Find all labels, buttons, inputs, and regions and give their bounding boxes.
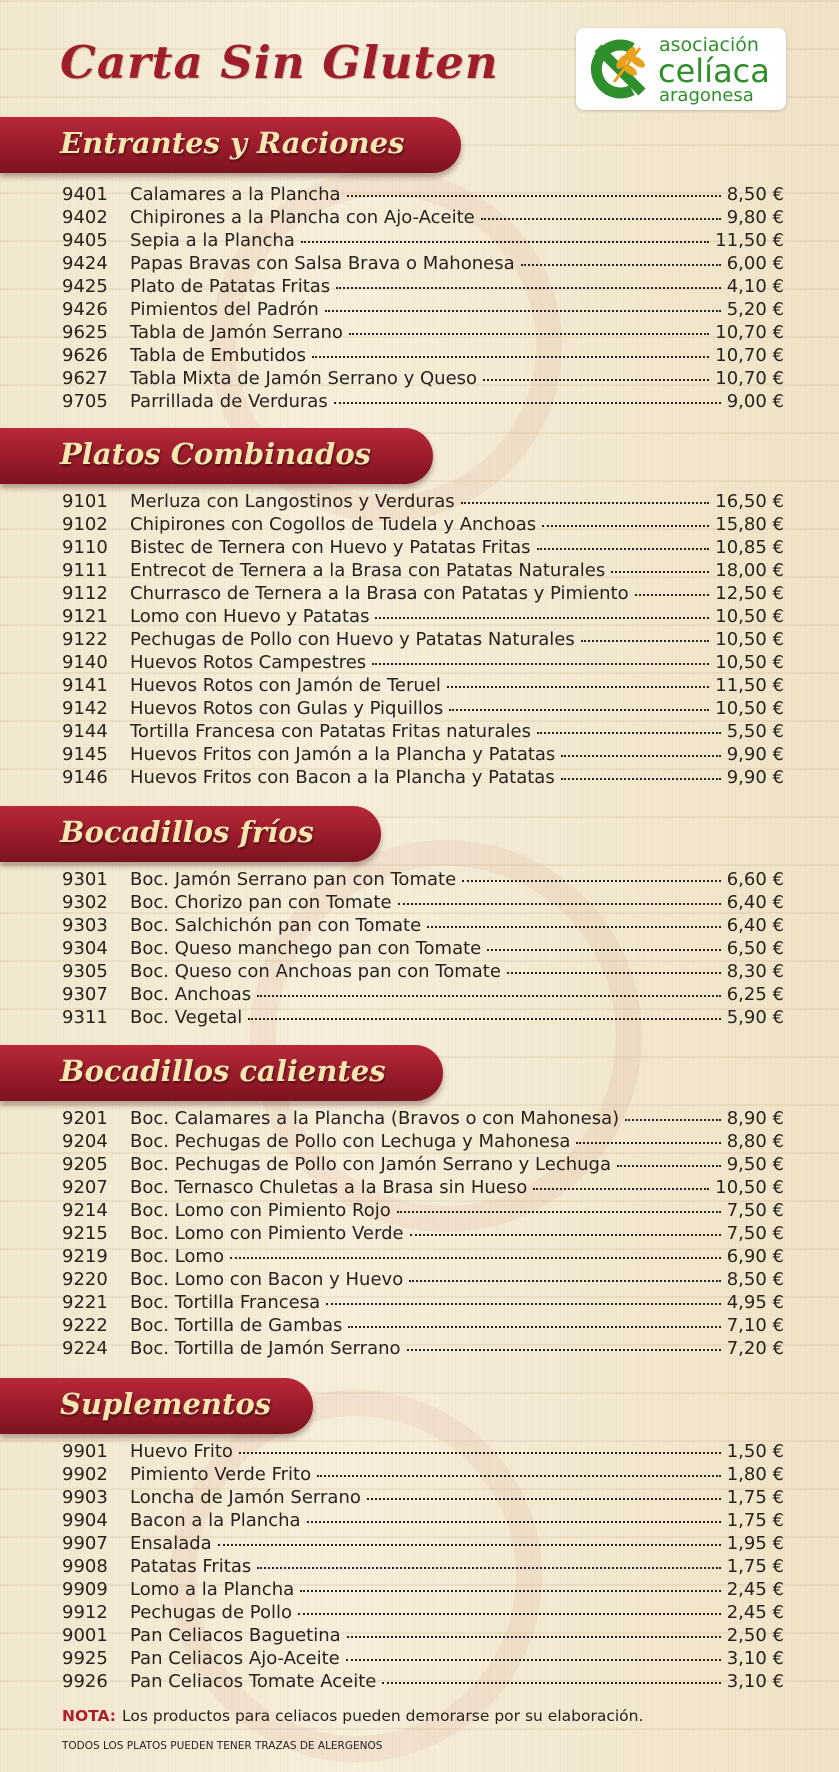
section-header <box>0 117 461 173</box>
menu-item-row <box>62 720 784 743</box>
item-code: 9205 <box>62 1154 108 1175</box>
item-name: Pimiento Verde Frito <box>130 1464 312 1485</box>
menu-item-row <box>62 1176 784 1199</box>
item-code: 9625 <box>62 322 108 343</box>
item-price: 1,95 € <box>726 1533 784 1554</box>
menu-list <box>62 183 784 413</box>
item-code: 9122 <box>62 629 108 650</box>
item-name: Tortilla Francesa con Patatas Fritas naturales <box>130 721 531 742</box>
item-name: Pechugas de Pollo con Huevo y Patatas Naturales <box>130 629 575 650</box>
dot-leader <box>347 194 721 197</box>
menu-item-row <box>62 891 784 914</box>
menu-item-row <box>62 697 784 720</box>
item-code: 9303 <box>62 915 108 936</box>
item-price: 6,50 € <box>726 938 784 959</box>
item-price: 10,70 € <box>715 368 784 389</box>
dot-leader <box>372 662 709 665</box>
item-name: Boc. Pechugas de Pollo con Jamón Serrano y Lechuga <box>130 1154 611 1175</box>
item-code: 9304 <box>62 938 108 959</box>
note-label: NOTA: <box>62 1707 117 1725</box>
item-price: 6,40 € <box>726 892 784 913</box>
item-name: Lomo con Huevo y Patatas <box>130 606 370 627</box>
item-price: 2,45 € <box>726 1579 784 1600</box>
dot-leader <box>537 547 710 550</box>
dot-leader <box>336 286 721 289</box>
item-price: 9,80 € <box>726 207 784 228</box>
item-name: Papas Bravas con Salsa Brava o Mahonesa <box>130 253 515 274</box>
item-code: 9925 <box>62 1648 108 1669</box>
menu-item-row <box>62 960 784 983</box>
menu-list <box>62 1440 784 1693</box>
section-header <box>0 1378 313 1434</box>
logo-line-2: celíaca <box>658 52 770 90</box>
dot-leader <box>409 1279 721 1282</box>
dot-leader <box>307 1520 721 1523</box>
dot-leader <box>481 217 721 220</box>
item-name: Pan Celiacos Baguetina <box>130 1625 341 1646</box>
dot-leader <box>382 1681 720 1684</box>
item-code: 9111 <box>62 560 108 581</box>
dot-leader <box>561 777 721 780</box>
dot-leader <box>407 1348 721 1351</box>
section-title: Suplementos <box>60 1387 272 1421</box>
item-price: 9,00 € <box>726 391 784 412</box>
section-header <box>0 428 433 484</box>
item-code: 9912 <box>62 1602 108 1623</box>
menu-item-row <box>62 983 784 1006</box>
item-price: 9,90 € <box>726 767 784 788</box>
menu-item-row <box>62 1532 784 1555</box>
item-name: Boc. Tortilla de Jamón Serrano <box>130 1338 401 1359</box>
item-code: 9001 <box>62 1625 108 1646</box>
item-name: Boc. Pechugas de Pollo con Lechuga y Mahonesa <box>130 1131 571 1152</box>
item-name: Boc. Anchoas <box>130 984 252 1005</box>
item-name: Tabla de Jamón Serrano <box>130 322 343 343</box>
menu-item-row <box>62 1555 784 1578</box>
item-code: 9144 <box>62 721 108 742</box>
menu-item-row <box>62 1578 784 1601</box>
menu-item-row <box>62 321 784 344</box>
item-code: 9904 <box>62 1510 108 1531</box>
item-price: 1,75 € <box>726 1510 784 1531</box>
item-name: Calamares a la Plancha <box>130 184 341 205</box>
menu-item-row <box>62 1245 784 1268</box>
item-code: 9909 <box>62 1579 108 1600</box>
dot-leader <box>326 1302 721 1305</box>
item-name: Sepia a la Plancha <box>130 230 295 251</box>
item-code: 9222 <box>62 1315 108 1336</box>
menu-item-row <box>62 1291 784 1314</box>
item-price: 5,20 € <box>726 299 784 320</box>
dot-leader <box>617 1164 721 1167</box>
menu-item-row <box>62 582 784 605</box>
dot-leader <box>537 731 721 734</box>
item-code: 9401 <box>62 184 108 205</box>
menu-item-row <box>62 229 784 252</box>
dot-leader <box>462 879 721 882</box>
dot-leader <box>334 401 721 404</box>
dot-leader <box>410 1233 721 1236</box>
item-price: 8,50 € <box>726 184 784 205</box>
item-name: Huevos Rotos con Jamón de Teruel <box>130 675 441 696</box>
item-price: 10,50 € <box>715 1177 784 1198</box>
menu-item-row <box>62 1222 784 1245</box>
item-code: 9201 <box>62 1108 108 1129</box>
item-code: 9901 <box>62 1441 108 1462</box>
menu-item-row <box>62 1337 784 1360</box>
item-price: 6,90 € <box>726 1246 784 1267</box>
item-code: 9907 <box>62 1533 108 1554</box>
dot-leader <box>576 1141 720 1144</box>
item-price: 4,95 € <box>726 1292 784 1313</box>
item-name: Bistec de Ternera con Huevo y Patatas Fritas <box>130 537 531 558</box>
menu-item-row <box>62 206 784 229</box>
item-name: Churrasco de Ternera a la Brasa con Patatas y Pimiento <box>130 583 629 604</box>
menu-item-row <box>62 1314 784 1337</box>
item-name: Chipirones con Cogollos de Tudela y Anchoas <box>130 514 537 535</box>
item-name: Pan Celiacos Ajo-Aceite <box>130 1648 340 1669</box>
dot-leader <box>348 1325 720 1328</box>
item-code: 9302 <box>62 892 108 913</box>
dot-leader <box>447 685 709 688</box>
menu-item-row <box>62 628 784 651</box>
item-name: Boc. Jamón Serrano pan con Tomate <box>130 869 457 890</box>
item-name: Plato de Patatas Fritas <box>130 276 331 297</box>
section-header <box>0 806 381 862</box>
item-price: 10,50 € <box>715 606 784 627</box>
celiac-wheat-logo-icon <box>584 34 654 104</box>
menu-item-row <box>62 183 784 206</box>
dot-leader <box>542 524 709 527</box>
item-code: 9405 <box>62 230 108 251</box>
logo-line-3: aragonesa <box>659 85 754 106</box>
item-code: 9424 <box>62 253 108 274</box>
dot-leader <box>427 925 721 928</box>
item-price: 10,70 € <box>715 345 784 366</box>
allergen-warning: TODOS LOS PLATOS PUEDEN TENER TRAZAS DE ALERGENOS <box>62 1740 383 1752</box>
item-code: 9311 <box>62 1007 108 1028</box>
item-price: 18,00 € <box>715 560 784 581</box>
dot-leader <box>483 378 709 381</box>
item-price: 7,50 € <box>726 1200 784 1221</box>
menu-item-row <box>62 868 784 891</box>
dot-leader <box>398 902 721 905</box>
item-price: 10,70 € <box>715 322 784 343</box>
item-price: 12,50 € <box>715 583 784 604</box>
menu-item-row <box>62 252 784 275</box>
item-price: 1,50 € <box>726 1441 784 1462</box>
item-name: Boc. Lomo con Pimiento Verde <box>130 1223 404 1244</box>
item-price: 9,50 € <box>726 1154 784 1175</box>
menu-item-row <box>62 298 784 321</box>
section-header <box>0 1045 443 1101</box>
dot-leader <box>625 1118 721 1121</box>
item-code: 9214 <box>62 1200 108 1221</box>
section-title: Bocadillos fríos <box>60 815 314 849</box>
menu-list <box>62 1107 784 1360</box>
item-code: 9145 <box>62 744 108 765</box>
menu-item-row <box>62 1624 784 1647</box>
item-code: 9142 <box>62 698 108 719</box>
menu-item-row <box>62 651 784 674</box>
menu-item-row <box>62 490 784 513</box>
item-code: 9402 <box>62 207 108 228</box>
item-price: 7,10 € <box>726 1315 784 1336</box>
item-price: 6,60 € <box>726 869 784 890</box>
menu-item-row <box>62 605 784 628</box>
menu-item-row <box>62 1463 784 1486</box>
item-code: 9307 <box>62 984 108 1005</box>
item-name: Parrillada de Verduras <box>130 391 328 412</box>
menu-item-row <box>62 367 784 390</box>
item-code: 9101 <box>62 491 108 512</box>
menu-item-row <box>62 1199 784 1222</box>
item-code: 9908 <box>62 1556 108 1577</box>
item-code: 9627 <box>62 368 108 389</box>
item-code: 9902 <box>62 1464 108 1485</box>
item-name: Pechugas de Pollo <box>130 1602 293 1623</box>
item-name: Boc. Queso con Anchoas pan con Tomate <box>130 961 501 982</box>
dot-leader <box>248 1017 720 1020</box>
logo-line-1: asociación <box>659 34 759 56</box>
item-code: 9220 <box>62 1269 108 1290</box>
menu-item-row <box>62 766 784 789</box>
menu-item-row <box>62 344 784 367</box>
item-price: 15,80 € <box>715 514 784 535</box>
item-price: 7,50 € <box>726 1223 784 1244</box>
page-title: Carta Sin Gluten <box>60 36 499 89</box>
menu-item-row <box>62 536 784 559</box>
menu-item-row <box>62 914 784 937</box>
item-name: Entrecot de Ternera a la Brasa con Patatas Naturales <box>130 560 606 581</box>
dot-leader <box>533 1187 709 1190</box>
menu-item-row <box>62 1107 784 1130</box>
item-name: Boc. Lomo con Pimiento Rojo <box>130 1200 391 1221</box>
dot-leader <box>257 1566 720 1569</box>
item-code: 9112 <box>62 583 108 604</box>
dot-leader <box>449 708 709 711</box>
note <box>62 1707 643 1725</box>
item-name: Ensalada <box>130 1533 212 1554</box>
item-price: 8,30 € <box>726 961 784 982</box>
item-price: 6,00 € <box>726 253 784 274</box>
item-code: 9140 <box>62 652 108 673</box>
dot-leader <box>230 1256 721 1259</box>
item-price: 1,80 € <box>726 1464 784 1485</box>
menu-item-row <box>62 1509 784 1532</box>
dot-leader <box>461 501 710 504</box>
dot-leader <box>349 332 709 335</box>
item-price: 10,50 € <box>715 698 784 719</box>
menu-list <box>62 868 784 1029</box>
item-code: 9141 <box>62 675 108 696</box>
item-code: 9305 <box>62 961 108 982</box>
item-code: 9224 <box>62 1338 108 1359</box>
dot-leader <box>300 1589 721 1592</box>
item-price: 5,50 € <box>726 721 784 742</box>
item-price: 8,90 € <box>726 1108 784 1129</box>
item-code: 9219 <box>62 1246 108 1267</box>
menu-item-row <box>62 1486 784 1509</box>
menu-item-row <box>62 1268 784 1291</box>
dot-leader <box>397 1210 721 1213</box>
menu-item-row <box>62 1601 784 1624</box>
section-title: Bocadillos calientes <box>60 1054 386 1088</box>
item-name: Patatas Fritas <box>130 1556 252 1577</box>
item-code: 9426 <box>62 299 108 320</box>
item-name: Boc. Chorizo pan con Tomate <box>130 892 392 913</box>
item-code: 9926 <box>62 1671 108 1692</box>
item-code: 9425 <box>62 276 108 297</box>
dot-leader <box>317 1474 721 1477</box>
menu-list <box>62 490 784 789</box>
item-price: 2,50 € <box>726 1625 784 1646</box>
item-name: Bacon a la Plancha <box>130 1510 301 1531</box>
item-price: 2,45 € <box>726 1602 784 1623</box>
item-price: 1,75 € <box>726 1556 784 1577</box>
item-price: 10,50 € <box>715 629 784 650</box>
item-name: Boc. Lomo <box>130 1246 224 1267</box>
item-price: 11,50 € <box>715 230 784 251</box>
menu-item-row <box>62 275 784 298</box>
dot-leader <box>257 994 721 997</box>
dot-leader <box>375 616 709 619</box>
item-code: 9207 <box>62 1177 108 1198</box>
item-name: Pimientos del Padrón <box>130 299 319 320</box>
item-price: 3,10 € <box>726 1671 784 1692</box>
item-code: 9221 <box>62 1292 108 1313</box>
dot-leader <box>239 1451 721 1454</box>
item-code: 9110 <box>62 537 108 558</box>
dot-leader <box>635 593 710 596</box>
dot-leader <box>507 971 721 974</box>
item-name: Pan Celiacos Tomate Aceite <box>130 1671 377 1692</box>
item-price: 5,90 € <box>726 1007 784 1028</box>
item-price: 9,90 € <box>726 744 784 765</box>
item-price: 8,50 € <box>726 1269 784 1290</box>
item-name: Huevos Rotos con Gulas y Piquillos <box>130 698 444 719</box>
item-code: 9102 <box>62 514 108 535</box>
item-price: 6,40 € <box>726 915 784 936</box>
dot-leader <box>347 1635 721 1638</box>
dot-leader <box>312 355 709 358</box>
item-name: Huevo Frito <box>130 1441 233 1462</box>
item-name: Tabla de Embutidos <box>130 345 307 366</box>
dot-leader <box>218 1543 721 1546</box>
item-code: 9301 <box>62 869 108 890</box>
item-name: Lomo a la Plancha <box>130 1579 295 1600</box>
item-price: 1,75 € <box>726 1487 784 1508</box>
dot-leader <box>561 754 720 757</box>
dot-leader <box>298 1612 721 1615</box>
item-name: Huevos Fritos con Bacon a la Plancha y Patatas <box>130 767 555 788</box>
item-name: Boc. Ternasco Chuletas a la Brasa sin Hueso <box>130 1177 528 1198</box>
menu-item-row <box>62 1647 784 1670</box>
item-price: 8,80 € <box>726 1131 784 1152</box>
item-price: 10,85 € <box>715 537 784 558</box>
item-code: 9204 <box>62 1131 108 1152</box>
item-name: Huevos Fritos con Jamón a la Plancha y Patatas <box>130 744 556 765</box>
menu-item-row <box>62 1130 784 1153</box>
dot-leader <box>521 263 721 266</box>
menu-item-row <box>62 674 784 697</box>
item-price: 3,10 € <box>726 1648 784 1669</box>
section-title: Entrantes y Raciones <box>60 126 405 160</box>
item-name: Boc. Queso manchego pan con Tomate <box>130 938 482 959</box>
menu-item-row <box>62 1006 784 1029</box>
item-name: Boc. Calamares a la Plancha (Bravos o con Mahonesa) <box>130 1108 620 1129</box>
dot-leader <box>581 639 710 642</box>
item-name: Merluza con Langostinos y Verduras <box>130 491 455 512</box>
item-code: 9903 <box>62 1487 108 1508</box>
menu-item-row <box>62 1153 784 1176</box>
section-title: Platos Combinados <box>60 437 371 471</box>
menu-item-row <box>62 559 784 582</box>
dot-leader <box>301 240 709 243</box>
dot-leader <box>325 309 721 312</box>
item-price: 11,50 € <box>715 675 784 696</box>
item-code: 9146 <box>62 767 108 788</box>
menu-item-row <box>62 513 784 536</box>
celiac-association-logo <box>576 28 786 110</box>
item-price: 7,20 € <box>726 1338 784 1359</box>
item-name: Tabla Mixta de Jamón Serrano y Queso <box>130 368 478 389</box>
item-code: 9121 <box>62 606 108 627</box>
item-price: 10,50 € <box>715 652 784 673</box>
item-name: Boc. Lomo con Bacon y Huevo <box>130 1269 404 1290</box>
item-name: Boc. Tortilla Francesa <box>130 1292 321 1313</box>
dot-leader <box>611 570 709 573</box>
item-price: 4,10 € <box>726 276 784 297</box>
menu-item-row <box>62 1440 784 1463</box>
item-name: Huevos Rotos Campestres <box>130 652 367 673</box>
menu-item-row <box>62 390 784 413</box>
dot-leader <box>346 1658 721 1661</box>
item-name: Loncha de Jamón Serrano <box>130 1487 361 1508</box>
dot-leader <box>367 1497 721 1500</box>
item-price: 6,25 € <box>726 984 784 1005</box>
item-name: Chipirones a la Plancha con Ajo-Aceite <box>130 207 475 228</box>
item-code: 9705 <box>62 391 108 412</box>
menu-item-row <box>62 743 784 766</box>
item-name: Boc. Vegetal <box>130 1007 243 1028</box>
menu-item-row <box>62 937 784 960</box>
item-code: 9215 <box>62 1223 108 1244</box>
item-name: Boc. Salchichón pan con Tomate <box>130 915 422 936</box>
item-price: 16,50 € <box>715 491 784 512</box>
dot-leader <box>487 948 720 951</box>
menu-item-row <box>62 1670 784 1693</box>
item-name: Boc. Tortilla de Gambas <box>130 1315 343 1336</box>
note-text: Los productos para celiacos pueden demorarse por su elaboración. <box>122 1707 644 1725</box>
item-code: 9626 <box>62 345 108 366</box>
